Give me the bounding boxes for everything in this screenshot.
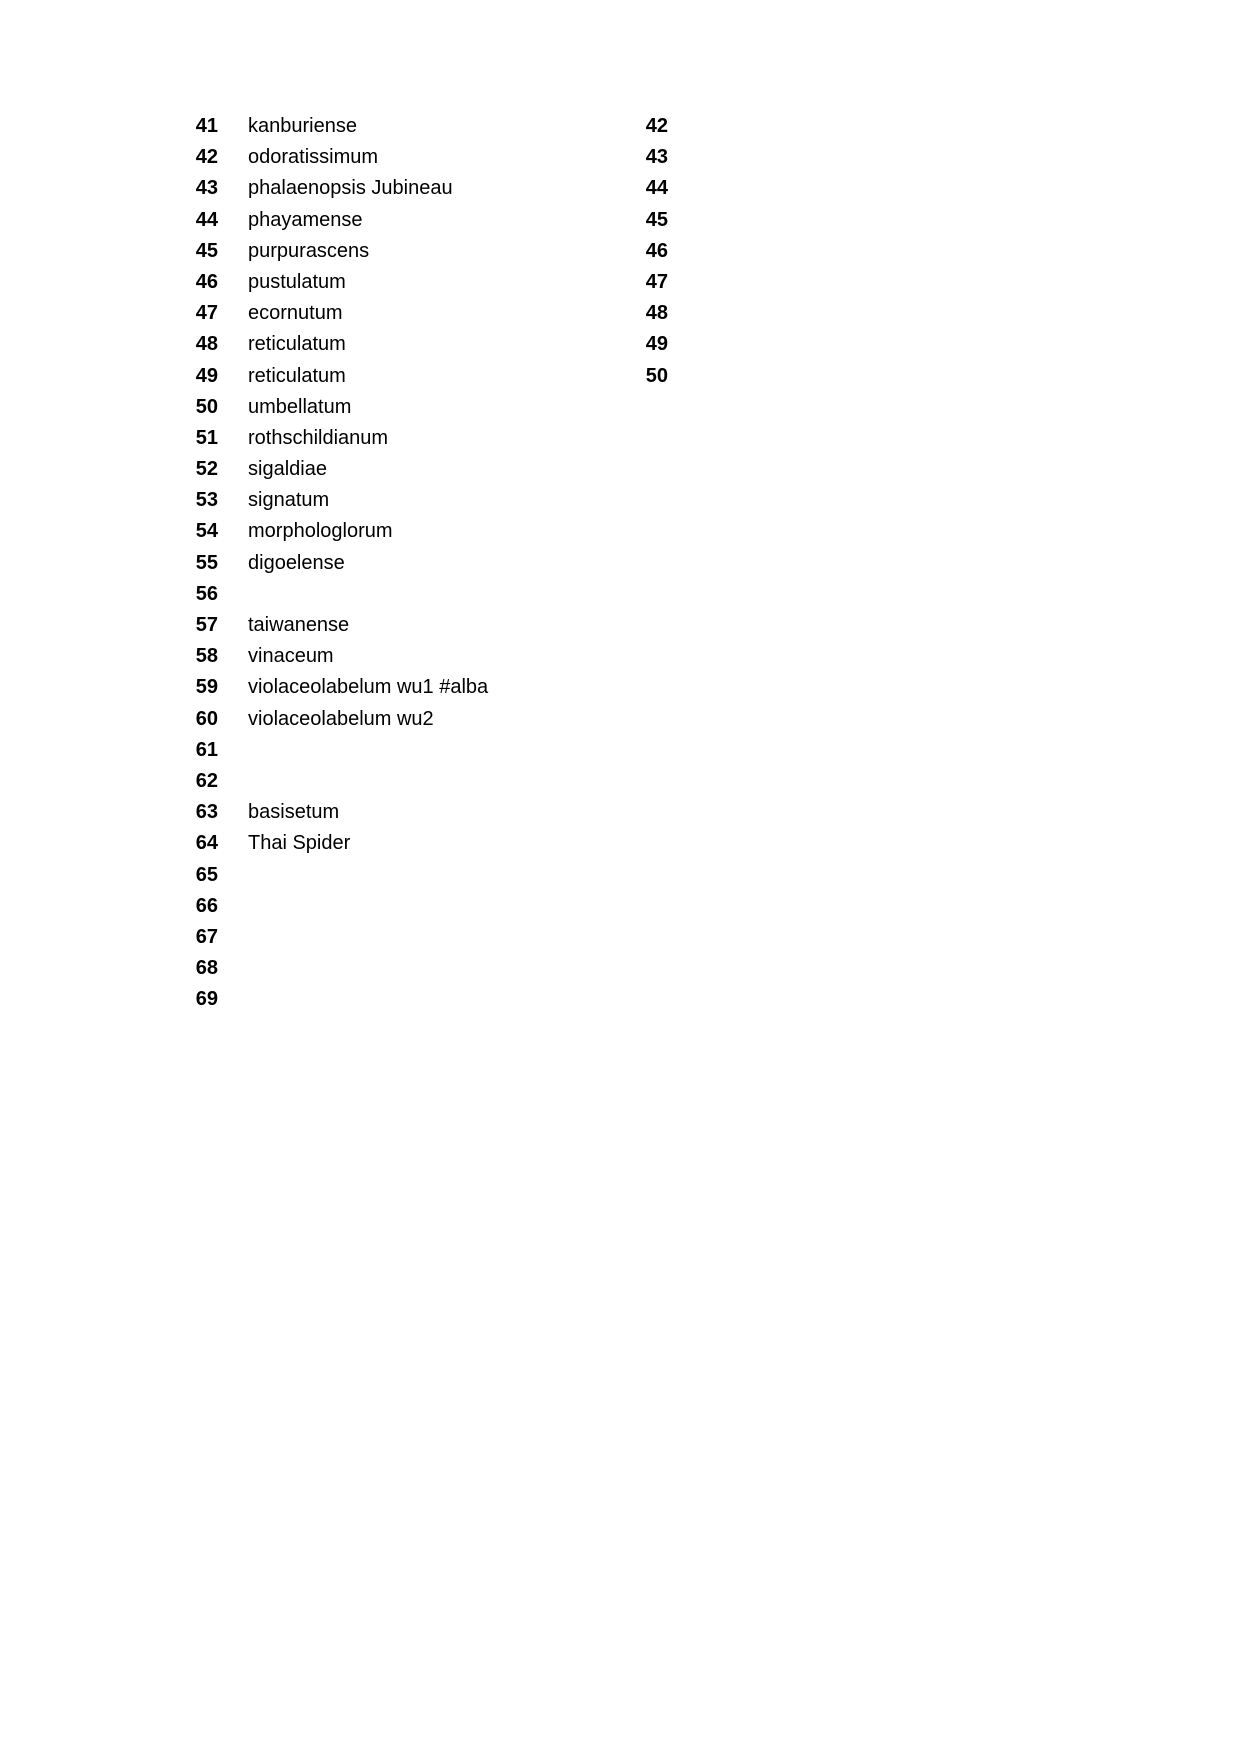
right-number: 43 — [645, 146, 668, 169]
table-row — [0, 579, 1241, 610]
table-row — [0, 548, 1241, 579]
row-number: 52 — [195, 458, 218, 481]
right-number — [618, 828, 668, 859]
table-row — [0, 922, 1241, 953]
species-name: morphologlorum — [248, 520, 393, 543]
row-number: 55 — [195, 551, 218, 574]
right-number — [618, 485, 668, 516]
table-row — [0, 704, 1241, 735]
table-row — [0, 205, 1241, 236]
table-row — [0, 735, 1241, 766]
right-number — [618, 516, 668, 547]
table-row — [0, 361, 1241, 392]
row-number: 51 — [195, 426, 218, 449]
table-row — [0, 267, 1241, 298]
species-name: violaceolabelum wu2 — [248, 707, 434, 730]
species-name — [248, 953, 628, 984]
row-number: 66 — [195, 894, 218, 917]
species-name: phalaenopsis Jubineau — [248, 177, 453, 200]
species-name — [248, 891, 628, 922]
right-number: 45 — [645, 208, 668, 231]
table-row — [0, 392, 1241, 423]
species-name: signatum — [248, 489, 330, 512]
species-name: umbellatum — [248, 395, 352, 418]
row-number: 58 — [195, 645, 218, 668]
table-row — [0, 236, 1241, 267]
row-number: 49 — [195, 364, 218, 387]
table-row — [0, 641, 1241, 672]
table-row — [0, 485, 1241, 516]
table-row — [0, 891, 1241, 922]
table-row — [0, 797, 1241, 828]
species-name: odoratissimum — [248, 146, 379, 169]
species-name: reticulatum — [248, 364, 346, 387]
right-number — [618, 672, 668, 703]
row-number: 65 — [195, 863, 218, 886]
table-row — [0, 423, 1241, 454]
data-rows — [0, 111, 1241, 1015]
right-number — [618, 548, 668, 579]
species-name — [248, 922, 628, 953]
table-row — [0, 984, 1241, 1015]
row-number: 61 — [195, 738, 218, 761]
right-number: 44 — [645, 177, 668, 200]
species-name — [248, 984, 628, 1015]
species-name: basisetum — [248, 801, 340, 824]
right-number — [618, 735, 668, 766]
right-number — [618, 860, 668, 891]
right-number — [618, 891, 668, 922]
table-row — [0, 454, 1241, 485]
species-name: taiwanense — [248, 614, 350, 636]
species-name: Thai Spider — [248, 832, 351, 855]
row-number: 64 — [195, 832, 218, 855]
right-number — [618, 641, 668, 672]
row-number: 42 — [195, 146, 218, 169]
row-number: 68 — [195, 957, 218, 980]
table-row — [0, 142, 1241, 173]
row-number: 53 — [195, 489, 218, 512]
table-row — [0, 766, 1241, 797]
row-number: 54 — [195, 520, 218, 543]
row-number: 56 — [195, 582, 218, 605]
row-number: 47 — [195, 302, 218, 325]
row-number: 48 — [195, 333, 218, 356]
table-row — [0, 860, 1241, 891]
right-number: 46 — [645, 239, 668, 262]
right-number: 50 — [645, 364, 668, 387]
right-number — [618, 766, 668, 797]
row-number: 50 — [195, 395, 218, 418]
table-row — [0, 828, 1241, 859]
species-name — [248, 766, 628, 797]
right-number — [618, 797, 668, 828]
species-name: phayamense — [248, 208, 363, 231]
table-row — [0, 111, 1241, 142]
row-number: 69 — [195, 988, 218, 1011]
species-name: ecornutum — [248, 302, 343, 325]
table-row — [0, 298, 1241, 329]
right-number — [618, 454, 668, 485]
right-number — [618, 984, 668, 1015]
row-number: 46 — [195, 270, 218, 293]
right-number: 42 — [645, 115, 668, 137]
species-name: vinaceum — [248, 645, 334, 668]
right-number — [618, 610, 668, 641]
row-number: 43 — [195, 177, 218, 200]
row-number: 60 — [195, 707, 218, 730]
right-number — [618, 953, 668, 984]
table-row — [0, 516, 1241, 547]
species-name: kanburiense — [248, 115, 357, 137]
species-name: reticulatum — [248, 333, 346, 356]
species-name: pustulatum — [248, 270, 346, 293]
species-name: violaceolabelum wu1 #alba — [248, 676, 489, 699]
right-number — [618, 579, 668, 610]
species-name — [248, 579, 628, 610]
species-name — [248, 860, 628, 891]
table-row — [0, 329, 1241, 360]
right-number: 49 — [645, 333, 668, 356]
species-name — [248, 735, 628, 766]
right-number — [618, 704, 668, 735]
right-number — [618, 922, 668, 953]
table-row — [0, 173, 1241, 204]
species-name: purpurascens — [248, 239, 370, 262]
species-name: digoelense — [248, 551, 345, 574]
row-number: 44 — [195, 208, 218, 231]
right-number — [618, 423, 668, 454]
species-name: rothschildianum — [248, 426, 389, 449]
right-number: 47 — [645, 270, 668, 293]
row-number: 62 — [195, 769, 218, 792]
row-number: 41 — [195, 115, 218, 137]
table-row — [0, 610, 1241, 641]
row-number: 67 — [195, 925, 218, 948]
table-row — [0, 953, 1241, 984]
species-name: sigaldiae — [248, 458, 327, 481]
right-number: 48 — [645, 302, 668, 325]
row-number: 59 — [195, 676, 218, 699]
row-number: 57 — [195, 614, 218, 636]
table-row — [0, 672, 1241, 703]
row-number: 45 — [195, 239, 218, 262]
right-number — [618, 392, 668, 423]
row-number: 63 — [195, 801, 218, 824]
